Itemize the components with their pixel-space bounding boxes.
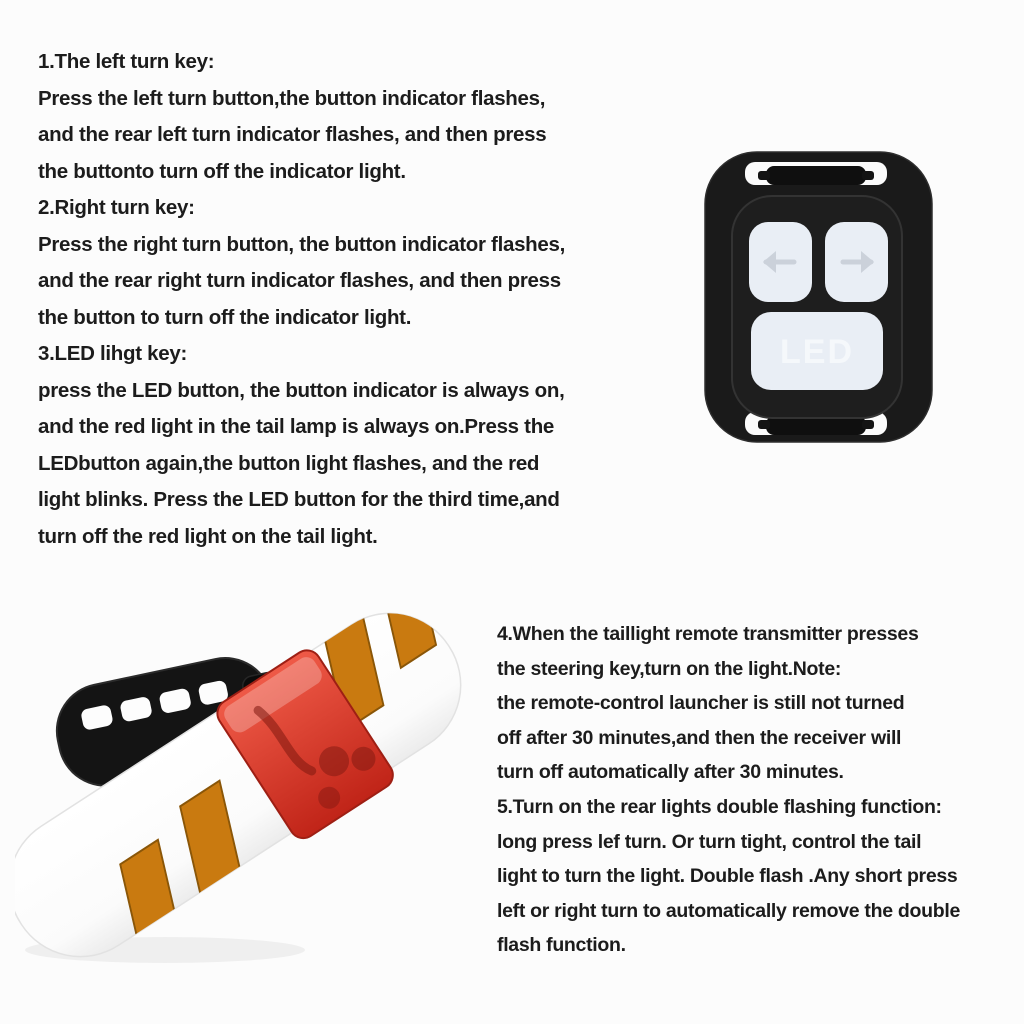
- instructions-left-block: [38, 44, 565, 555]
- remote-top-clip-pin: [758, 171, 770, 180]
- instruction-line: 3.LED lihgt key:: [38, 342, 187, 365]
- instruction-line: left or right turn to automatically remove the double: [497, 899, 960, 922]
- instruction-line: light to turn the light. Double flash .Any short press: [497, 865, 958, 888]
- instruction-line: off after 30 minutes,and then the receiver will: [497, 726, 902, 749]
- instruction-line: 4.When the taillight remote transmitter presses: [497, 623, 919, 645]
- instruction-line: the remote-control launcher is still not turned: [497, 692, 905, 715]
- instruction-line: the button to turn off the indicator light.: [38, 305, 412, 329]
- instruction-line: long press lef turn. Or turn tight, control the tail: [497, 830, 922, 853]
- instruction-line: 5.Turn on the rear lights double flashing function:: [497, 795, 942, 818]
- instruction-line: and the rear right turn indicator flashes, and then press: [38, 269, 561, 292]
- instructions-right-block: [497, 617, 960, 963]
- remote-top-clip-pin: [862, 171, 874, 180]
- instruction-line: turn off automatically after 30 minutes.: [497, 761, 844, 784]
- instruction-line: 2.Right turn key:: [38, 196, 195, 219]
- instruction-line: LEDbutton again,the button light flashes, and the red: [38, 451, 540, 475]
- instruction-line: the steering key,turn on the light.Note:: [497, 657, 842, 680]
- taillight-shell-group: [15, 598, 495, 999]
- instruction-line: press the LED button, the button indicator is always on,: [38, 378, 565, 402]
- instruction-line: and the red light in the tail lamp is always on.Press the: [38, 415, 555, 438]
- remote-control-photo: [690, 140, 950, 460]
- remote-bottom-clip-pin: [862, 420, 874, 429]
- instruction-line: the buttonto turn off the indicator light.: [38, 159, 406, 183]
- remote-top-clip-bar: [766, 166, 866, 185]
- instruction-line: Press the left turn button,the button indicator flashes,: [38, 86, 546, 110]
- instruction-line: flash function.: [497, 934, 626, 957]
- instruction-line: light blinks. Press the LED button for the third time,and: [38, 488, 560, 511]
- instruction-line: 1.The left turn key:: [38, 50, 215, 73]
- taillight-photo: [15, 598, 495, 1010]
- remote-bottom-clip-pin: [758, 420, 770, 429]
- instruction-line: Press the right turn button, the button indicator flashes,: [38, 232, 566, 256]
- instruction-line: turn off the red light on the tail light.: [38, 524, 378, 548]
- led-button-label: LED: [780, 333, 854, 371]
- instruction-line: and the rear left turn indicator flashes, and then press: [38, 123, 547, 146]
